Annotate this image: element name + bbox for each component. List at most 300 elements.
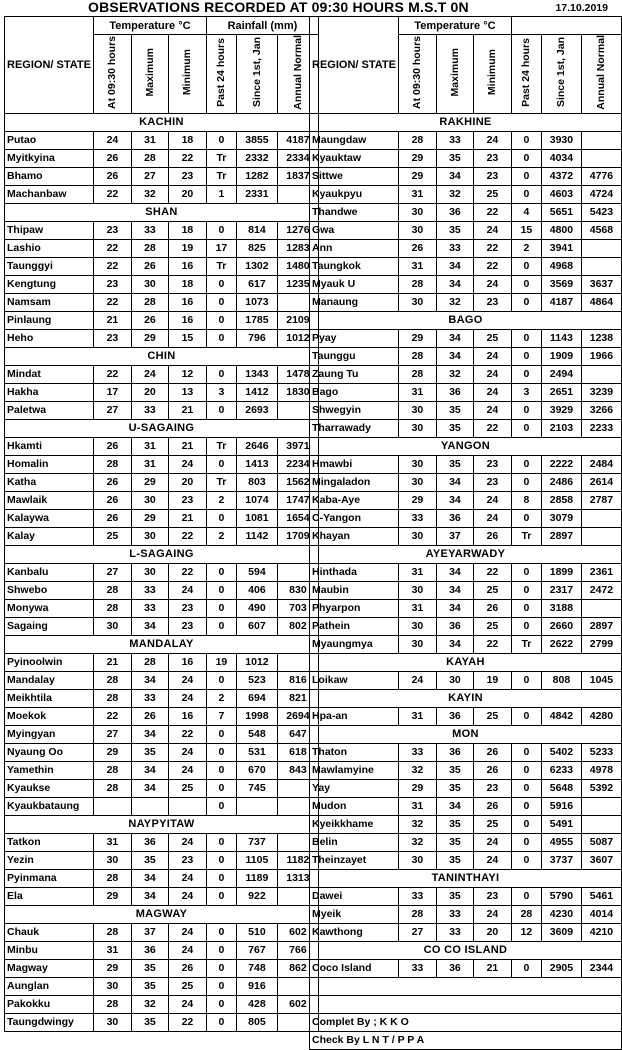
table-cell: 33	[131, 689, 168, 707]
col-minimum: Minimum	[473, 35, 511, 114]
table-cell: 19	[168, 239, 206, 257]
section-row	[5, 815, 319, 833]
table-row	[310, 959, 622, 977]
section-header: L-SAGAING	[5, 545, 319, 563]
table-cell: 24	[473, 851, 511, 869]
table-cell: 28	[398, 275, 436, 293]
table-cell: 30	[131, 563, 168, 581]
station-name: Kyaukpyu	[310, 185, 399, 203]
table-cell: 22	[93, 365, 131, 383]
table-cell: 2614	[581, 473, 621, 491]
table-cell: 2622	[541, 635, 581, 653]
table-cell: 0	[511, 455, 541, 473]
station-name: Phyarpon	[310, 599, 399, 617]
col-annual-normal: Annual Normal	[277, 35, 318, 114]
table-cell: 28	[398, 347, 436, 365]
table-cell: 23	[93, 275, 131, 293]
table-cell: 34	[436, 563, 473, 581]
table-cell: 30	[398, 635, 436, 653]
table-cell	[131, 797, 168, 815]
table-row	[310, 779, 622, 797]
table-cell: 35	[131, 743, 168, 761]
station-name: Coco Island	[310, 959, 399, 977]
table-cell: 1899	[541, 563, 581, 581]
table-cell: 0	[206, 401, 236, 419]
station-name: Magway	[5, 959, 94, 977]
footer-row	[310, 1013, 622, 1031]
table-row	[5, 473, 319, 491]
section-row	[310, 545, 622, 563]
station-name: Taunggyi	[5, 257, 94, 275]
table-cell: 26	[168, 959, 206, 977]
table-row	[5, 977, 319, 995]
table-row	[310, 473, 622, 491]
table-cell: 3637	[581, 275, 621, 293]
table-cell: 0	[206, 617, 236, 635]
table-cell: 28	[93, 689, 131, 707]
station-name: Mindat	[5, 365, 94, 383]
table-row	[5, 563, 319, 581]
table-cell: 25	[473, 617, 511, 635]
col-annual-normal: Annual Normal	[581, 35, 621, 114]
table-cell: 0	[206, 293, 236, 311]
table-cell: 3971	[277, 437, 318, 455]
table-cell: 0	[206, 509, 236, 527]
table-row	[5, 491, 319, 509]
table-cell: 2331	[236, 185, 277, 203]
table-cell: 1412	[236, 383, 277, 401]
table-cell: 0	[511, 257, 541, 275]
table-cell: 490	[236, 599, 277, 617]
table-row	[5, 959, 319, 977]
table-cell: 0	[206, 851, 236, 869]
table-cell: 0	[511, 509, 541, 527]
table-cell: 737	[236, 833, 277, 851]
table-cell: 26	[473, 761, 511, 779]
table-cell: 24	[93, 131, 131, 149]
station-name: Tharrawady	[310, 419, 399, 437]
table-cell: 3941	[541, 239, 581, 257]
table-cell: 36	[131, 941, 168, 959]
table-cell: 2651	[541, 383, 581, 401]
table-cell: 19	[206, 653, 236, 671]
table-row	[5, 437, 319, 455]
table-cell	[93, 797, 131, 815]
table-cell: 3	[206, 383, 236, 401]
table-cell: 23	[93, 329, 131, 347]
table-cell: 0	[511, 833, 541, 851]
table-cell: 34	[436, 257, 473, 275]
table-cell: 32	[131, 995, 168, 1013]
table-cell: 0	[511, 419, 541, 437]
table-row	[5, 311, 319, 329]
table-cell: 1045	[581, 671, 621, 689]
station-name: Nyaung Oo	[5, 743, 94, 761]
table-cell	[581, 365, 621, 383]
station-name: Lashio	[5, 239, 94, 257]
section-row	[310, 311, 622, 329]
station-name: Homalin	[5, 455, 94, 473]
station-name: Minbu	[5, 941, 94, 959]
rainfall-header	[511, 17, 621, 35]
table-row	[310, 797, 622, 815]
table-cell: 1235	[277, 275, 318, 293]
table-row	[5, 401, 319, 419]
table-cell: 5392	[581, 779, 621, 797]
table-cell: 22	[473, 635, 511, 653]
table-cell	[581, 599, 621, 617]
table-cell: 23	[168, 617, 206, 635]
table-cell: 594	[236, 563, 277, 581]
table-cell: 29	[398, 491, 436, 509]
footer-row	[310, 1031, 622, 1049]
table-cell: 33	[436, 923, 473, 941]
station-name: Sittwe	[310, 167, 399, 185]
table-cell: 0	[206, 725, 236, 743]
table-cell: 26	[398, 239, 436, 257]
section-header: RAKHINE	[310, 113, 622, 131]
section-row	[310, 653, 622, 671]
rainfall-header: Rainfall (mm)	[206, 17, 318, 35]
table-cell: 1283	[277, 239, 318, 257]
table-cell: 22	[168, 149, 206, 167]
table-cell: 1562	[277, 473, 318, 491]
table-cell: 31	[398, 797, 436, 815]
station-name: Ann	[310, 239, 399, 257]
table-cell: 24	[473, 275, 511, 293]
table-cell: 21	[168, 509, 206, 527]
table-row	[310, 599, 622, 617]
table-cell: 31	[398, 383, 436, 401]
table-row	[310, 329, 622, 347]
table-cell: 602	[277, 923, 318, 941]
table-cell: 25	[473, 329, 511, 347]
station-name: Heho	[5, 329, 94, 347]
table-cell: 36	[436, 383, 473, 401]
table-row	[5, 455, 319, 473]
footer-note: Check By L N T / P P A	[310, 1031, 622, 1049]
table-cell: 36	[436, 743, 473, 761]
table-cell: 18	[168, 131, 206, 149]
table-cell: 803	[236, 473, 277, 491]
section-row	[310, 437, 622, 455]
table-cell: 3609	[541, 923, 581, 941]
table-cell	[581, 509, 621, 527]
temperature-header: Temperature °C	[93, 17, 206, 35]
table-cell: 29	[93, 959, 131, 977]
table-row	[5, 167, 319, 185]
table-cell: 5651	[541, 203, 581, 221]
station-name: Myauk U	[310, 275, 399, 293]
table-cell	[581, 149, 621, 167]
table-cell: 37	[436, 527, 473, 545]
table-cell: 30	[93, 851, 131, 869]
table-cell: 33	[398, 743, 436, 761]
section-header: YANGON	[310, 437, 622, 455]
table-cell: 30	[398, 851, 436, 869]
table-cell: 23	[168, 491, 206, 509]
table-cell: Tr	[206, 473, 236, 491]
table-cell: 0	[206, 221, 236, 239]
table-cell: 34	[436, 581, 473, 599]
table-cell: 22	[93, 257, 131, 275]
table-cell: 2472	[581, 581, 621, 599]
table-cell: 1189	[236, 869, 277, 887]
table-cell: 16	[168, 653, 206, 671]
table-cell: 35	[436, 149, 473, 167]
table-cell: 6233	[541, 761, 581, 779]
table-cell: 3188	[541, 599, 581, 617]
table-cell: 805	[236, 1013, 277, 1031]
right-table-body	[310, 113, 622, 1049]
table-row	[310, 293, 622, 311]
table-cell: 617	[236, 275, 277, 293]
table-cell: 2233	[581, 419, 621, 437]
table-cell: 3569	[541, 275, 581, 293]
table-cell: 2332	[236, 149, 277, 167]
table-cell: 5916	[541, 797, 581, 815]
observations-table-right	[309, 16, 622, 1050]
table-row	[5, 779, 319, 797]
table-cell: 32	[436, 185, 473, 203]
table-cell: 26	[93, 491, 131, 509]
station-name: Shwebo	[5, 581, 94, 599]
table-cell: 17	[206, 239, 236, 257]
station-name: Manaung	[310, 293, 399, 311]
table-cell: 1143	[541, 329, 581, 347]
station-name: Meikhtila	[5, 689, 94, 707]
table-cell: 1012	[277, 329, 318, 347]
table-cell: 0	[511, 329, 541, 347]
section-row	[5, 545, 319, 563]
col-past-24h: Past 24 hours	[511, 35, 541, 114]
table-cell: 748	[236, 959, 277, 977]
table-cell: Tr	[511, 635, 541, 653]
table-cell: 31	[131, 437, 168, 455]
table-cell: 24	[473, 833, 511, 851]
table-cell: 31	[398, 707, 436, 725]
table-cell: 2693	[236, 401, 277, 419]
table-cell: 1909	[541, 347, 581, 365]
table-cell: 31	[398, 185, 436, 203]
table-cell: 22	[93, 707, 131, 725]
station-name: Hpa-an	[310, 707, 399, 725]
station-name: Khayan	[310, 527, 399, 545]
table-cell: 22	[93, 185, 131, 203]
table-cell: 1081	[236, 509, 277, 527]
table-cell	[581, 239, 621, 257]
temperature-header: Temperature °C	[398, 17, 511, 35]
table-cell: 24	[168, 581, 206, 599]
table-cell: 30	[131, 275, 168, 293]
table-cell: 548	[236, 725, 277, 743]
table-row	[310, 347, 622, 365]
station-name: Mudon	[310, 797, 399, 815]
table-cell: 30	[93, 617, 131, 635]
table-cell: 33	[131, 581, 168, 599]
table-cell: 25	[168, 779, 206, 797]
table-cell: 30	[398, 419, 436, 437]
station-name: Gwa	[310, 221, 399, 239]
station-name: Namsam	[5, 293, 94, 311]
table-cell: 31	[398, 563, 436, 581]
table-cell: 35	[436, 779, 473, 797]
table-cell: 24	[473, 509, 511, 527]
station-name: Kyauktaw	[310, 149, 399, 167]
table-row	[310, 257, 622, 275]
table-row	[310, 203, 622, 221]
region-header: REGION/ STATE	[310, 17, 399, 114]
table-cell: 8	[511, 491, 541, 509]
table-cell: 24	[168, 689, 206, 707]
table-cell: 24	[168, 833, 206, 851]
section-header: KAYIN	[310, 689, 622, 707]
table-cell: 33	[436, 131, 473, 149]
col-at-0930: At 09:30 hours	[398, 35, 436, 114]
table-cell: 26	[93, 509, 131, 527]
table-cell: 5461	[581, 887, 621, 905]
table-cell: 1709	[277, 527, 318, 545]
table-cell: 12	[511, 923, 541, 941]
section-header: MANDALAY	[5, 635, 319, 653]
table-cell: 26	[93, 437, 131, 455]
table-cell: 34	[436, 797, 473, 815]
table-cell: 32	[436, 293, 473, 311]
table-cell: 29	[93, 743, 131, 761]
station-name: Thandwe	[310, 203, 399, 221]
table-cell: 1830	[277, 383, 318, 401]
table-cell: 4	[511, 203, 541, 221]
station-name: Bago	[310, 383, 399, 401]
table-cell: 531	[236, 743, 277, 761]
table-cell: 35	[436, 455, 473, 473]
section-header: AYEYARWADY	[310, 545, 622, 563]
col-since-jan: Since 1st, Jan	[236, 35, 277, 114]
section-header: KACHIN	[5, 113, 319, 131]
table-cell: 0	[206, 311, 236, 329]
table-cell: 24	[168, 761, 206, 779]
table-cell: 28	[93, 581, 131, 599]
section-row	[5, 419, 319, 437]
table-cell: 32	[131, 185, 168, 203]
section-row	[5, 113, 319, 131]
table-cell: 34	[436, 491, 473, 509]
table-cell: 523	[236, 671, 277, 689]
table-cell: 4978	[581, 761, 621, 779]
col-since-jan: Since 1st, Jan	[541, 35, 581, 114]
table-cell: 26	[131, 311, 168, 329]
table-cell: 30	[131, 491, 168, 509]
table-cell: 29	[398, 329, 436, 347]
table-cell	[581, 527, 621, 545]
table-cell: 30	[398, 527, 436, 545]
station-name: Kaba-Aye	[310, 491, 399, 509]
table-cell: 34	[131, 617, 168, 635]
table-cell: 28	[93, 599, 131, 617]
station-name: Monywa	[5, 599, 94, 617]
table-row	[5, 761, 319, 779]
station-name: Yamethin	[5, 761, 94, 779]
table-row	[310, 617, 622, 635]
table-cell: 30	[398, 293, 436, 311]
table-cell: 16	[168, 311, 206, 329]
station-name: Thipaw	[5, 221, 94, 239]
table-cell: 3239	[581, 383, 621, 401]
table-cell: 35	[131, 959, 168, 977]
table-cell: 24	[473, 905, 511, 923]
table-cell: 35	[436, 833, 473, 851]
section-header: TANINTHAYI	[310, 869, 622, 887]
table-cell: 0	[511, 275, 541, 293]
table-cell: 28	[131, 653, 168, 671]
table-row	[5, 1013, 319, 1031]
station-name: Myingyan	[5, 725, 94, 743]
table-cell: 0	[511, 743, 541, 761]
col-at-0930: At 09:30 hours	[93, 35, 131, 114]
table-cell: 23	[473, 293, 511, 311]
table-cell: 647	[277, 725, 318, 743]
table-cell: 23	[168, 599, 206, 617]
table-cell: 3930	[541, 131, 581, 149]
table-cell: 22	[473, 419, 511, 437]
section-row	[310, 689, 622, 707]
table-cell: 33	[131, 401, 168, 419]
station-name: Shwegyin	[310, 401, 399, 419]
table-cell: 7	[206, 707, 236, 725]
table-cell: 33	[131, 599, 168, 617]
table-cell: 13	[168, 383, 206, 401]
table-cell: 1966	[581, 347, 621, 365]
station-name: Hakha	[5, 383, 94, 401]
station-name: Kanbalu	[5, 563, 94, 581]
table-cell: 28	[131, 149, 168, 167]
station-name: Mandalay	[5, 671, 94, 689]
table-cell: 2	[206, 689, 236, 707]
table-cell: 4280	[581, 707, 621, 725]
table-cell: 35	[436, 401, 473, 419]
table-cell: 30	[398, 455, 436, 473]
table-cell: 0	[206, 959, 236, 977]
table-row	[5, 293, 319, 311]
table-cell: 1747	[277, 491, 318, 509]
table-cell: 21	[168, 401, 206, 419]
table-cell: 34	[131, 761, 168, 779]
section-row	[5, 203, 319, 221]
table-cell: 24	[473, 401, 511, 419]
table-cell: 0	[206, 977, 236, 995]
table-cell: 24	[168, 869, 206, 887]
table-cell: 1343	[236, 365, 277, 383]
table-cell	[168, 797, 206, 815]
table-cell: 24	[398, 671, 436, 689]
table-cell: 802	[277, 617, 318, 635]
table-cell: 18	[168, 275, 206, 293]
table-cell: 4014	[581, 905, 621, 923]
table-cell: 16	[168, 257, 206, 275]
table-cell: 29	[131, 473, 168, 491]
table-row	[5, 923, 319, 941]
table-cell	[581, 815, 621, 833]
table-cell: 4968	[541, 257, 581, 275]
table-cell: 0	[511, 347, 541, 365]
table-cell: 1105	[236, 851, 277, 869]
table-cell: 37	[131, 923, 168, 941]
table-cell: 28	[398, 365, 436, 383]
table-cell: 0	[511, 365, 541, 383]
table-cell: 28	[93, 995, 131, 1013]
table-cell: 18	[168, 221, 206, 239]
table-row	[5, 887, 319, 905]
